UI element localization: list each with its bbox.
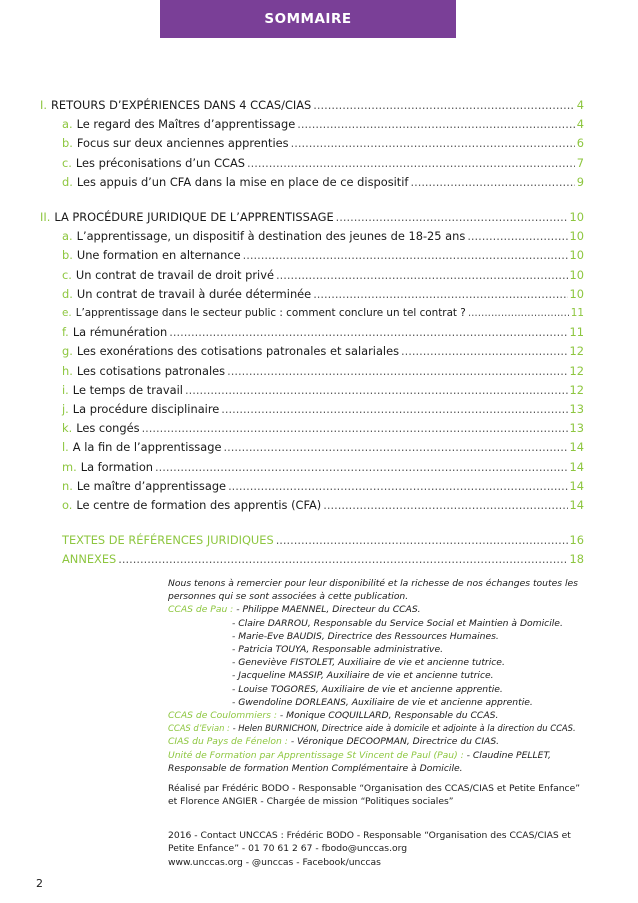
toc-item[interactable] xyxy=(40,304,584,323)
toc-item-title: Le centre de formation des apprentis (CFA) xyxy=(76,498,322,513)
toc-leader-dots xyxy=(185,381,568,400)
toc-leader-dots xyxy=(142,419,568,438)
toc-page-number: 14 xyxy=(569,498,584,513)
toc-page-number: 10 xyxy=(569,286,584,301)
toc-section-title: RETOURS D’EXPÉRIENCES DANS 4 CCAS/CIAS xyxy=(50,98,312,112)
toc-leader-dots xyxy=(155,458,567,477)
toc-leader-dots xyxy=(291,134,575,153)
ack-person: - Claudine PELLET, Responsable de formation Mention Complémentaire à Domicile. xyxy=(168,749,551,774)
ack-person: - Monique COQUILLARD, Responsable du CCAS. xyxy=(279,710,499,722)
acknowledgements-intro: Nous tenons à remercier pour leur disponibilité et la richesse de nos échanges toutes les personnes qui se sont associées à cette publication. xyxy=(168,578,578,603)
toc-page-number: 10 xyxy=(569,229,584,244)
toc-item[interactable] xyxy=(40,419,584,438)
toc-page-number: 12 xyxy=(569,382,584,397)
toc-page-number: 4 xyxy=(576,98,584,112)
toc-item-title: Un contrat de travail de droit privé xyxy=(75,267,274,282)
toc-leader-dots xyxy=(297,115,574,134)
ack-person: - Gwendoline DORLEANS, Auxiliaire de vie et ancienne apprentie. xyxy=(232,696,533,708)
toc-item-title: A la fin de l’apprentissage xyxy=(72,440,222,455)
toc-item-label: c. xyxy=(62,155,72,170)
toc-page-number: 18 xyxy=(569,552,584,567)
ack-org-label: CIAS du Pays de Fénelon : xyxy=(168,736,288,748)
toc-page-number: 12 xyxy=(569,363,584,378)
toc-page-number: 13 xyxy=(569,421,584,436)
toc-spacer xyxy=(40,515,584,531)
contact-links[interactable]: www.unccas.org - @unccas - Facebook/unccas xyxy=(168,856,381,868)
authors-credit xyxy=(168,782,588,809)
toc-page-number: 11 xyxy=(569,325,584,340)
toc-item[interactable] xyxy=(40,496,584,515)
toc-page-number: 14 xyxy=(569,459,584,474)
ack-evian-line xyxy=(168,722,588,735)
toc-section-2[interactable] xyxy=(40,208,584,227)
ack-pau-line xyxy=(168,603,588,616)
toc-leader-dots xyxy=(276,531,568,550)
ack-person: - Marie-Eve BAUDIS, Directrice des Ressources Humaines. xyxy=(232,630,499,642)
toc-section-label: II. xyxy=(40,210,51,225)
toc-item-label: d. xyxy=(62,286,73,301)
toc-item[interactable] xyxy=(40,115,584,134)
toc-leader-dots xyxy=(401,342,567,361)
sommaire-header xyxy=(160,0,456,38)
toc-annexes[interactable] xyxy=(40,550,584,569)
credit-line: Réalisé par Frédéric BODO - Responsable “Organisation des CCAS/CIAS et Petite Enfance” xyxy=(168,783,580,794)
ack-person: - Geneviève FISTOLET, Auxiliaire de vie et ancienne tutrice. xyxy=(232,657,505,669)
toc-item-label: a. xyxy=(62,117,73,132)
toc-item-title: Un contrat de travail à durée déterminée xyxy=(76,286,312,301)
toc-item-title: Les préconisations d’un CCAS xyxy=(75,155,246,170)
toc-item[interactable] xyxy=(40,438,584,457)
contact-line: 2016 - Contact UNCCAS : Frédéric BODO - Responsable “Organisation des CCAS/CIAS et xyxy=(168,830,571,841)
toc-leader-dots xyxy=(169,323,567,342)
toc-spacer xyxy=(40,192,584,208)
ack-coulommiers-line xyxy=(168,709,588,722)
toc-page-number: 6 xyxy=(576,136,584,151)
toc-item-label: h. xyxy=(62,363,73,378)
toc-leader-dots xyxy=(223,438,567,457)
ack-org-label: CCAS de Pau : xyxy=(168,604,234,616)
ack-person: - Patricia TOUYA, Responsable administrative. xyxy=(232,644,444,656)
toc-item[interactable] xyxy=(40,458,584,477)
toc-item-label: e. xyxy=(62,307,72,320)
acknowledgements xyxy=(168,577,588,775)
toc-item-label: b. xyxy=(62,136,73,151)
credit-line: et Florence ANGIER - Chargée de mission “Politiques sociales” xyxy=(168,796,454,808)
ack-person: - Claire DARROU, Responsable du Service Social et Maintien à Domicile. xyxy=(232,617,563,629)
ack-person: - Helen BURNICHON, Directrice aide à domicile et adjointe à la direction du CCAS. xyxy=(232,723,576,734)
toc-section-label: I. xyxy=(40,98,47,112)
toc-legal-texts[interactable] xyxy=(40,531,584,550)
toc-leader-dots xyxy=(276,266,568,285)
toc-item-label: j. xyxy=(62,402,69,417)
toc-item-label: o. xyxy=(62,498,73,513)
toc-leader-dots xyxy=(323,496,567,515)
toc-item-label: a. xyxy=(62,229,73,244)
ack-fenelon-line xyxy=(168,735,588,748)
ack-ufa-line xyxy=(168,749,588,775)
toc-item-title: TEXTES DE RÉFÉRENCES JURIDIQUES xyxy=(62,533,274,548)
toc-item[interactable] xyxy=(40,323,584,342)
toc-page-number: 14 xyxy=(569,440,584,455)
ack-person: - Véronique DECOOPMAN, Directrice du CIAS. xyxy=(290,736,500,748)
toc-leader-dots xyxy=(336,208,568,227)
toc-item-title: L’apprentissage, un dispositif à destination des jeunes de 18-25 ans xyxy=(76,229,466,244)
page-number: 2 xyxy=(36,877,43,890)
toc-item[interactable] xyxy=(40,134,584,153)
toc-item-title: Les appuis d’un CFA dans la mise en place de ce dispositif xyxy=(76,174,409,189)
toc-item-title: ANNEXES xyxy=(62,552,117,567)
toc-item-label: c. xyxy=(62,267,72,282)
header-title: SOMMAIRE xyxy=(264,11,352,27)
toc-item[interactable] xyxy=(40,266,584,285)
toc-item-label: m. xyxy=(62,459,77,474)
toc-item[interactable] xyxy=(40,477,584,496)
toc-leader-dots xyxy=(221,400,567,419)
toc-item-title: Le regard des Maîtres d’apprentissage xyxy=(76,117,296,132)
toc-page-number: 9 xyxy=(576,174,584,189)
toc-page-number: 7 xyxy=(576,155,584,170)
toc-item-title: La rémunération xyxy=(72,325,168,340)
contact-line: Petite Enfance” - 01 70 61 2 67 - fbodo@unccas.org xyxy=(168,843,408,855)
toc-item[interactable] xyxy=(40,362,584,381)
toc-item[interactable] xyxy=(40,381,584,400)
toc-page-number: 16 xyxy=(569,533,584,548)
toc-item-label: i. xyxy=(62,382,69,397)
toc-page-number: 12 xyxy=(569,344,584,359)
toc-item[interactable] xyxy=(40,227,584,246)
ack-person: - Philippe MAENNEL, Directeur du CCAS. xyxy=(236,604,421,616)
toc-page-number: 10 xyxy=(569,267,584,282)
toc-item-label: f. xyxy=(62,325,69,340)
toc-item-title: La procédure disciplinaire xyxy=(72,402,220,417)
toc-page-number: 11 xyxy=(570,307,584,320)
toc-item-title: L’apprentissage dans le secteur public : comment conclure un tel contrat ? xyxy=(75,307,466,320)
toc-item-label: g. xyxy=(62,344,73,359)
toc-item[interactable] xyxy=(40,173,584,192)
toc-item-title: Focus sur deux anciennes apprenties xyxy=(76,136,289,151)
ack-org-label: CCAS de Coulommiers : xyxy=(168,710,277,722)
toc-leader-dots xyxy=(227,362,567,381)
toc-item-label: n. xyxy=(62,478,73,493)
toc-item-title: Les exonérations des cotisations patronales et salariales xyxy=(76,344,400,359)
toc-item-title: Le maître d’apprentissage xyxy=(76,478,227,493)
ack-org-label: CCAS d’Evian : xyxy=(168,723,230,734)
toc-leader-dots xyxy=(467,227,567,246)
toc-item-title: Les congés xyxy=(76,421,140,436)
toc-item-label: l. xyxy=(62,440,69,455)
toc-item-title: La formation xyxy=(80,459,154,474)
toc-item-label: d. xyxy=(62,174,73,189)
ack-person: - Louise TOGORES, Auxiliaire de vie et ancienne apprentie. xyxy=(232,683,503,695)
toc-leader-dots xyxy=(118,550,567,569)
toc-item-title: Les cotisations patronales xyxy=(76,363,226,378)
toc-leader-dots xyxy=(243,246,568,265)
toc-item-label: k. xyxy=(62,421,73,436)
toc-leader-dots xyxy=(313,285,567,304)
toc-leader-dots xyxy=(313,96,574,115)
toc-page-number: 13 xyxy=(569,402,584,417)
toc-item[interactable] xyxy=(40,342,584,361)
toc-item[interactable] xyxy=(40,285,584,304)
ack-org-label: Unité de Formation par Apprentissage St Vincent de Paul (Pau) : xyxy=(168,749,464,761)
toc-page-number: 14 xyxy=(569,478,584,493)
toc-item[interactable] xyxy=(40,246,584,265)
toc-page-number: 10 xyxy=(569,210,584,225)
contact-info xyxy=(168,829,588,869)
toc-section-1[interactable] xyxy=(40,96,584,115)
toc-item[interactable] xyxy=(40,154,584,173)
toc-page-number: 4 xyxy=(576,117,584,132)
toc-item-title: Une formation en alternance xyxy=(76,248,241,263)
table-of-contents xyxy=(40,96,584,570)
ack-person: - Jacqueline MASSIP, Auxiliaire de vie et ancienne tutrice. xyxy=(232,670,494,682)
toc-item[interactable] xyxy=(40,400,584,419)
toc-page-number: 10 xyxy=(569,248,584,263)
toc-leader-dots xyxy=(228,477,567,496)
toc-leader-dots xyxy=(247,154,575,173)
toc-item-title: Le temps de travail xyxy=(72,382,183,397)
toc-leader-dots xyxy=(410,173,574,192)
toc-leader-dots xyxy=(468,304,569,323)
toc-item-label: b. xyxy=(62,248,73,263)
toc-section-title: LA PROCÉDURE JURIDIQUE DE L’APPRENTISSAGE xyxy=(54,210,334,225)
